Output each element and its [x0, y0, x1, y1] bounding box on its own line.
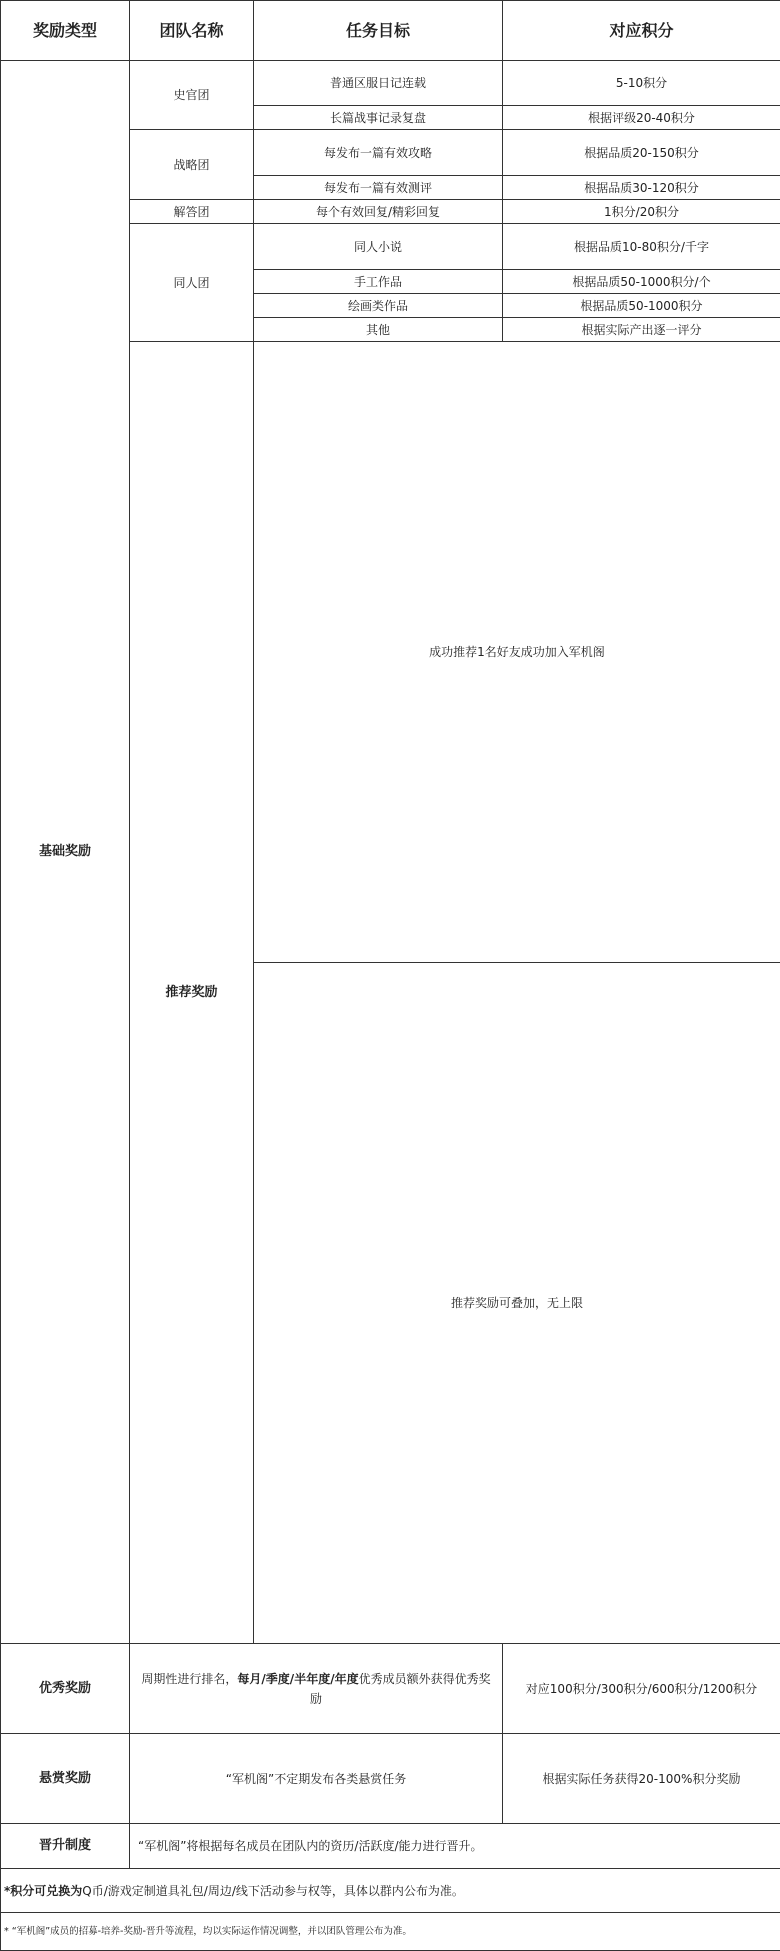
- points-exchange-note: [1, 1869, 780, 1913]
- referral-goal: 推荐奖励可叠加，无上限: [254, 963, 780, 1644]
- header-reward-type: 奖励类型: [1, 1, 130, 61]
- referral-goal: 成功推荐1名好友成功加入军机阁: [254, 342, 780, 963]
- task-goal: 长篇战事记录复盘: [254, 106, 503, 130]
- category-referral: 推荐奖励: [130, 342, 254, 1644]
- header-task-goal: 任务目标: [254, 1, 503, 61]
- table-row: [1, 1734, 780, 1824]
- task-goal: 每个有效回复/精彩回复: [254, 200, 503, 224]
- task-goal: 绘画类作品: [254, 294, 503, 318]
- table-row: [1, 1824, 780, 1869]
- category-promotion: 晋升制度: [1, 1824, 130, 1869]
- header-row: [1, 1, 780, 61]
- task-points: 根据品质50-1000积分: [503, 294, 780, 318]
- team-name: 同人团: [130, 224, 254, 342]
- task-points: 1积分/20积分: [503, 200, 780, 224]
- task-goal: 其他: [254, 318, 503, 342]
- process-note: * “军机阁”成员的招募-培养-奖励-晋升等流程，均以实际运作情况调整，并以团队管理公布为准。: [1, 1913, 780, 1951]
- task-points: 5-10积分: [503, 61, 780, 106]
- task-points: 根据品质30-120积分: [503, 176, 780, 200]
- bounty-goal: “军机阁”不定期发布各类悬赏任务: [130, 1734, 503, 1824]
- task-points: 根据品质50-1000积分/个: [503, 270, 780, 294]
- team-name: 史官团: [130, 61, 254, 130]
- table-row: [1, 1644, 780, 1734]
- excellence-goal-suffix: 优秀成员额外获得优秀奖励: [310, 1672, 491, 1706]
- task-points: 根据品质20-150积分: [503, 130, 780, 176]
- excellence-goal-bold: 每月/季度/半年度/年度: [237, 1672, 358, 1686]
- task-points: 根据品质10-80积分/千字: [503, 224, 780, 270]
- bounty-points: 根据实际任务获得20-100%积分奖励: [503, 1734, 780, 1824]
- task-points: 根据评级20-40积分: [503, 106, 780, 130]
- table-row: [1, 1913, 780, 1951]
- header-team-name: 团队名称: [130, 1, 254, 61]
- task-goal: 每发布一篇有效攻略: [254, 130, 503, 176]
- table-row: [1, 61, 780, 106]
- excellence-goal: [130, 1644, 503, 1734]
- excellence-goal-prefix: 周期性进行排名，: [141, 1672, 237, 1686]
- promotion-text: “军机阁”将根据每名成员在团队内的资历/活跃度/能力进行晋升。: [130, 1824, 780, 1869]
- points-exchange-text: Q币/游戏定制道具礼包/周边/线下活动参与权等，具体以群内公布为准。: [82, 1884, 464, 1898]
- team-name: 解答团: [130, 200, 254, 224]
- points-exchange-bold: *积分可兑换为: [4, 1884, 82, 1898]
- header-points: 对应积分: [503, 1, 780, 61]
- team-name: 战略团: [130, 130, 254, 200]
- task-goal: 手工作品: [254, 270, 503, 294]
- task-points: 根据实际产出逐一评分: [503, 318, 780, 342]
- table-row: [1, 1869, 780, 1913]
- category-basic: 基础奖励: [1, 61, 130, 1644]
- category-excellence: 优秀奖励: [1, 1644, 130, 1734]
- excellence-points: 对应100积分/300积分/600积分/1200积分: [503, 1644, 780, 1734]
- task-goal: 同人小说: [254, 224, 503, 270]
- task-goal: 普通区服日记连载: [254, 61, 503, 106]
- category-bounty: 悬赏奖励: [1, 1734, 130, 1824]
- task-goal: 每发布一篇有效测评: [254, 176, 503, 200]
